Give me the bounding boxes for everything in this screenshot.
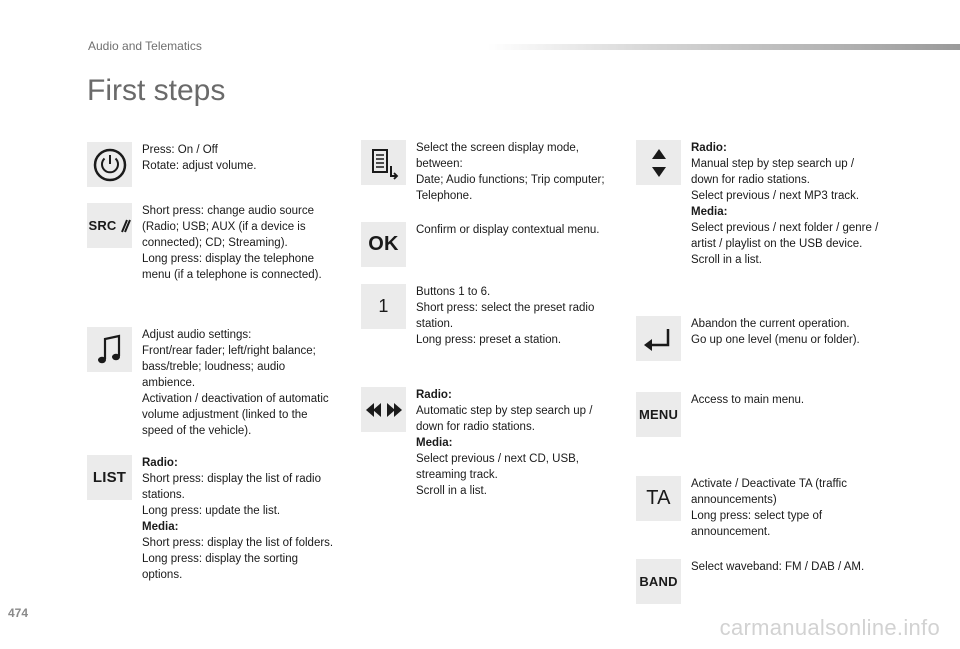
- entry-up-down: [636, 140, 878, 268]
- ok-icon: [361, 222, 406, 267]
- preset-buttons-description: Buttons 1 to 6. Short press: select the preset radio station. Long press: preset a station.: [416, 286, 595, 346]
- band-label: BAND: [639, 574, 678, 589]
- src-label: SRC: [88, 218, 117, 233]
- page-number: 474: [8, 606, 29, 620]
- ok-description: Confirm or display contextual menu.: [416, 224, 600, 236]
- band-icon: [636, 559, 681, 604]
- list-description: Radio: Short press: display the list of radio stations. Long press: update the list. Media: Short press: display the list of folders. Long press: display the sorting options.: [142, 457, 334, 581]
- preset-number-label: 1: [378, 296, 389, 316]
- display-mode-description: Select the screen display mode, between: Date; Audio functions; Trip computer; Telephone.: [416, 142, 605, 202]
- entry-back: [636, 316, 860, 361]
- audio-settings-description: Adjust audio settings: Front/rear fader; left/right balance; bass/treble; loudness; audio ambience. Activation / deactivation of automatic volume adjustment (linked to the speed of the vehicle).: [142, 329, 329, 437]
- list-label: LIST: [92, 469, 127, 486]
- entry-source: [87, 203, 322, 283]
- entry-power: [87, 142, 256, 187]
- seek-arrows-icon: [361, 387, 406, 432]
- entry-list: [87, 455, 333, 583]
- watermark: carmanualsonline.info: [719, 615, 940, 640]
- entry-ok: [361, 222, 599, 267]
- source-description: Short press: change audio source (Radio; USB; AUX (if a device is connected); CD; Streaming). Long press: display the telephone menu (if a telephone is connected).: [142, 205, 322, 281]
- back-description: Abandon the current operation. Go up one level (menu or folder).: [691, 318, 860, 346]
- power-icon: [87, 142, 132, 187]
- back-arrow-icon: [636, 316, 681, 361]
- ta-icon: [636, 476, 681, 521]
- entry-display-mode: [361, 140, 605, 204]
- entry-preset-buttons: [361, 284, 594, 348]
- entry-audio-settings: [87, 327, 329, 439]
- entry-menu: [636, 392, 804, 437]
- menu-label: MENU: [638, 407, 679, 422]
- band-description: Select waveband: FM / DAB / AM.: [691, 561, 865, 573]
- entry-seek: [361, 387, 592, 499]
- power-description: Press: On / Off Rotate: adjust volume.: [142, 144, 257, 172]
- menu-description: Access to main menu.: [691, 394, 805, 406]
- display-mode-icon: [361, 140, 406, 185]
- music-note-icon: [87, 327, 132, 372]
- list-icon: [87, 455, 132, 500]
- up-down-description: Radio: Manual step by step search up / down for radio stations. Select previous / next MP3 track. Media: Select previous / next folder / genre / artist / playlist on the USB device. Scroll in a list.: [691, 142, 879, 266]
- up-down-arrows-icon: [636, 140, 681, 185]
- menu-icon: [636, 392, 681, 437]
- page-title: First steps: [87, 74, 226, 107]
- ok-label: OK: [368, 233, 399, 255]
- ta-label: TA: [646, 487, 671, 509]
- header-gradient-bar: [488, 44, 960, 50]
- seek-description: Radio: Automatic step by step search up / down for radio stations. Media: Select previous / next CD, USB, streaming track. Scroll in a list.: [416, 389, 593, 497]
- src-phone-icon: [87, 203, 132, 248]
- ta-description: Activate / Deactivate TA (traffic announcements) Long press: select type of announcement.: [691, 478, 847, 538]
- section-title: Audio and Telematics: [88, 39, 202, 53]
- preset-button-icon: [361, 284, 406, 329]
- entry-band: [636, 559, 864, 604]
- entry-ta: [636, 476, 847, 540]
